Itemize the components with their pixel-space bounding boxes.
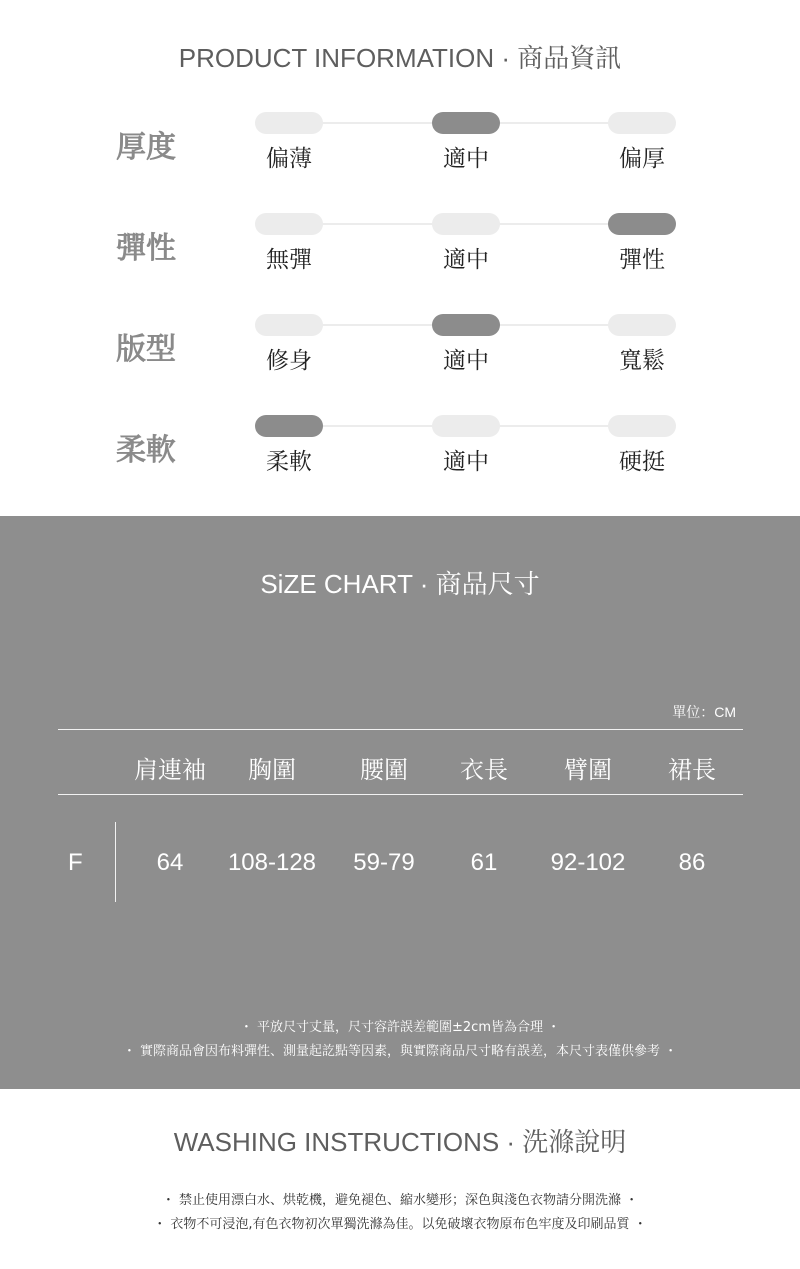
size-note-2: ・ 實際商品會因布料彈性、測量起訖點等因素，與實際商品尺寸略有誤差，本尺寸表僅供參考 ・ [122,1044,678,1059]
scale-marker-selected [432,112,500,134]
table-cell: 86 [678,849,706,876]
unit-label: 單位：CM [672,704,736,720]
size-label: F [68,849,83,876]
scale-option-label: 適中 [443,348,489,374]
washing-note-1: ・ 禁止使用漂白水、烘乾機，避免褪色、縮水變形；深色與淺色衣物請分開洗滌 ・ [161,1193,639,1208]
scale-marker [255,314,323,336]
scale-marker [608,112,676,134]
column-header: 肩連袖 [134,756,206,784]
scale-option-label: 適中 [443,146,489,172]
scale-marker-selected [255,415,323,437]
scale-option-label: 彈性 [619,247,665,273]
washing-title: WASHING INSTRUCTIONS · 洗滌說明 [173,1127,627,1157]
washing-note-2: ・ 衣物不可浸泡,有色衣物初次單獨洗滌為佳。以免破壞衣物原布色牢度及印刷品質 ・ [153,1217,647,1232]
scale-option-label: 偏薄 [266,146,312,172]
table-cell: 59-79 [353,849,415,876]
scale-marker-selected [432,314,500,336]
scale-option-label: 硬挺 [619,449,665,475]
attribute-row [0,110,800,190]
scale-option-label: 柔軟 [266,449,312,475]
attribute-name: 柔軟 [116,433,176,468]
size-chart-title: SiZE CHART · 商品尺寸 [260,569,540,599]
scale-option-label: 無彈 [266,247,312,273]
attribute-name: 版型 [116,332,176,367]
scale-marker-selected [608,213,676,235]
scale-marker [608,314,676,336]
attribute-row [0,211,800,291]
scale-marker [432,415,500,437]
column-header: 腰圍 [360,756,408,784]
attribute-row [0,413,800,493]
table-cell: 108-128 [227,849,317,876]
column-header: 臂圍 [564,756,612,784]
scale-marker [255,213,323,235]
scale-marker [255,112,323,134]
attribute-name: 厚度 [116,130,176,165]
scale-option-label: 修身 [266,348,312,374]
table-top-divider [58,729,743,730]
scale-marker [608,415,676,437]
column-header: 胸圍 [248,756,296,784]
size-chart-section [0,516,800,1089]
size-note-1: ・ 平放尺寸丈量，尺寸容許誤差範圍±2cm皆為合理 ・ [239,1020,561,1035]
table-header-divider [58,794,743,795]
scale-option-label: 偏厚 [619,146,665,172]
table-cell: 61 [470,849,498,876]
attribute-name: 彈性 [116,231,176,266]
product-info-title: PRODUCT INFORMATION · 商品資訊 [178,43,622,73]
table-cell: 64 [156,849,184,876]
column-header: 裙長 [668,756,716,784]
scale-option-label: 寬鬆 [619,348,665,374]
attribute-row [0,312,800,392]
scale-option-label: 適中 [443,247,489,273]
scale-marker [432,213,500,235]
scale-option-label: 適中 [443,449,489,475]
column-header: 衣長 [460,756,508,784]
table-cell: 92-102 [550,849,626,876]
